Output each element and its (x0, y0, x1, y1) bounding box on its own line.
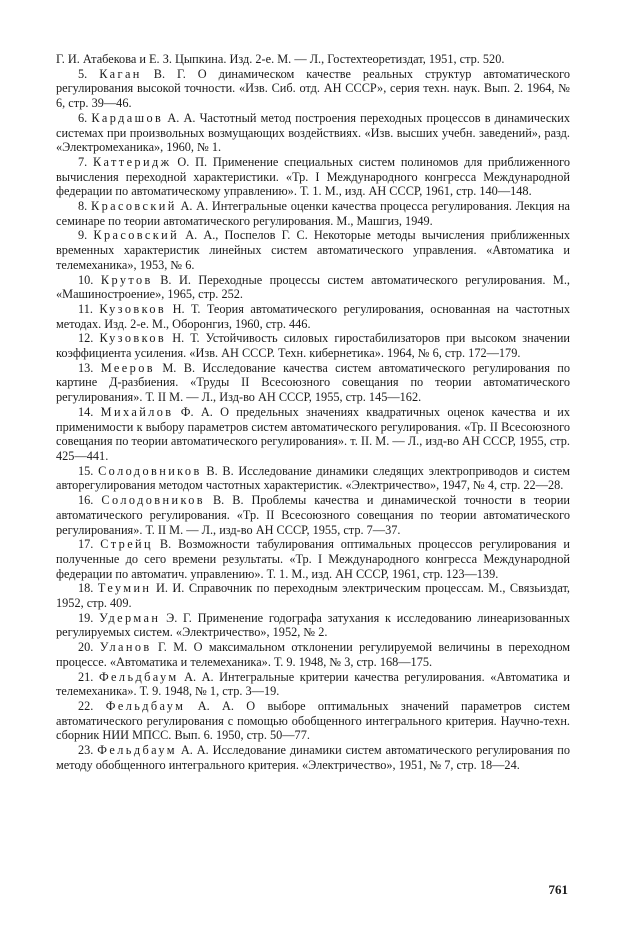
reference-number: 19. (78, 610, 94, 625)
reference-text: А. А. О выборе оптимальных значений параметров систем автоматического регулирования с помощью обобщенного интегрального критерия. Научно-техн. сборник НИИ МПСС. Вып. 6. 1950, стр. 50—77. (56, 698, 571, 743)
reference-text: О. П. Применение специальных систем полиномов для приближенного вычисления переходной характеристики. «Тр. I Международного конгресса Международной федерации по автоматическому управлению». Т. 1. М., изд. АН СССР, 1961, стр. 140—148. (56, 154, 570, 199)
reference-author: Фельдбаум (105, 698, 186, 713)
reference-author: Стрейц (100, 537, 154, 552)
reference-author: Каган (99, 66, 142, 81)
reference-number: 8. (78, 199, 88, 214)
reference-number: 9. (78, 228, 88, 243)
reference-text: И. И. Справочник по переходным электрическим процессам. М., Связьиздат, 1952, стр. 409. (56, 581, 571, 611)
reference-text: А. А. Частотный метод построения переходных процессов в динамических системах при произвольных возмущающих воздействиях. «Изв. высших учебн. заведений», разд. «Электромеханика», 1960, № 1. (56, 110, 571, 155)
reference-author: Солодовников (98, 463, 202, 478)
reference-text: М. В. Исследование качества систем автоматического регулирования по картине Д-разбиения. «Труды II Всесоюзного совещания по теории автоматического регулирования». Т. II М. — Л., Изд-во АН СССР, 1955, стр. 145—162. (56, 360, 571, 405)
reference-item (56, 537, 570, 581)
reference-item (56, 111, 570, 155)
reference-number: 6. (78, 110, 88, 125)
reference-text: Н. Т. Устойчивость силовых гиростабилизаторов при высоком значении коэффициента усиления. «Изв. АН СССР. Техн. кибернетика». 1964, № 6, стр. 172—179. (56, 331, 571, 361)
reference-item (56, 273, 570, 302)
reference-text: Ф. А. О предельных значениях квадратичных оценок качества и их применимости к выбору параметров систем автоматического регулирования. «Тр. II Всесоюзного совещания по теории автоматического регулирования». т. II. М. — Л., изд-во АН СССР, 1955, стр. 425—441. (56, 404, 570, 463)
reference-item (56, 331, 570, 360)
reference-text: А. А. Интегральные оценки качества процесса регулирования. Лекция на семинаре по теории автоматического регулирования. М., Машгиз, 1949. (56, 199, 570, 228)
reference-author: Фельдбаум (97, 743, 177, 758)
reference-item (56, 302, 570, 331)
reference-item (56, 67, 570, 111)
reference-number: 10. (78, 272, 94, 287)
reference-item (56, 464, 570, 493)
reference-item (56, 405, 570, 464)
reference-item (56, 581, 570, 610)
reference-text: Э. Г. Применение годографа затухания к исследованию линеаризованных регулируемых систем. «Электричество», 1952, № 2. (56, 610, 571, 640)
reference-item (56, 228, 570, 272)
reference-number: 21. (78, 669, 94, 684)
reference-author: Красовский (90, 199, 177, 214)
reference-item (56, 493, 570, 537)
reference-item (56, 640, 570, 669)
reference-number: 12. (78, 331, 94, 346)
reference-item (56, 361, 570, 405)
reference-number: 17. (78, 537, 94, 552)
reference-text: Г. И. Атабекова и Е. З. Цыпкина. Изд. 2-е. М. — Л., Гостехтеоретиздат, 1951, стр. 520. (56, 52, 505, 66)
page-number: 761 (548, 882, 568, 897)
reference-text: А. А. Исследование динамики систем автоматического регулирования по методу обобщенного интегрального критерия. «Электричество», 1951, № 7, стр. 18—24. (56, 743, 571, 772)
reference-item (56, 155, 570, 199)
reference-number: 18. (78, 581, 94, 596)
reference-author: Кардашов (91, 110, 164, 125)
reference-item (56, 670, 570, 699)
reference-author: Солодовников (101, 493, 205, 508)
reference-text: В. И. Переходные процессы систем автоматического регулирования. М., «Машиностроение», 1965, стр. 252. (56, 272, 571, 302)
reference-number: 22. (78, 698, 94, 713)
reference-text: А. А., Поспелов Г. С. Некоторые методы вычисления приближенных временных характеристик линейных систем автоматического управления. «Автоматика и телемеханика», 1953, № 6. (56, 228, 570, 272)
reference-item (56, 199, 570, 228)
reference-author: Михайлов (100, 404, 174, 419)
reference-number: 7. (78, 154, 88, 169)
reference-author: Каттеридж (93, 154, 172, 169)
reference-item (56, 699, 570, 743)
reference-author: Фельдбаум (98, 669, 179, 684)
reference-text: В. Г. О динамическом качестве реальных структур автоматического регулирования высокой точности. «Изв. Сиб. отд. АН СССР», серия техн. наук. Вып. 2. 1964, № 6, стр. 39—46. (56, 66, 571, 111)
reference-author: Уланов (99, 640, 152, 655)
reference-author: Мееров (100, 360, 155, 375)
reference-text: Г. М. О максимальном отклонении регулируемой величины в переходном процессе. «Автоматика и телемеханика». Т. 9. 1948, № 3, стр. 168—175. (56, 640, 571, 669)
reference-text: Н. Т. Теория автоматического регулирования, основанная на частотных методах. Изд. 2-е. М., Оборонгиз, 1960, стр. 446. (56, 301, 571, 331)
reference-author: Кузовков (99, 331, 167, 346)
reference-number: 11. (78, 301, 93, 316)
reference-author: Удерман (99, 610, 161, 625)
reference-item (56, 52, 570, 67)
reference-author: Красовский (93, 228, 180, 243)
reference-number: 23. (78, 743, 94, 758)
reference-text: В. Возможности табулирования оптимальных процессов регулирования и полученные до сего времени результаты. «Тр. I Международного конгресса Международной федерации по автоматич. управлению». Т. 1. М., изд. АН СССР, 1961, стр. 123—139. (56, 537, 571, 581)
reference-number: 14. (78, 404, 94, 419)
reference-item (56, 743, 570, 772)
reference-author: Кузовков (99, 301, 167, 316)
reference-number: 16. (78, 493, 94, 508)
reference-text: В. В. Исследование динамики следящих электроприводов и систем авторегулирования методом частотных характеристик. «Электричество», 1947, № 4, стр. 22—28. (56, 463, 570, 493)
reference-list (56, 52, 570, 772)
reference-number: 15. (78, 463, 94, 478)
reference-number: 5. (78, 66, 88, 81)
reference-text: В. В. Проблемы качества и динамической точности в теории автоматического регулирования. «Тр. II Всесоюзного совещания по теории автоматического регулирования». Т. II М. — Л., изд-во АН СССР, 1955, стр. 7—37. (56, 493, 570, 537)
reference-text: А. А. Интегральные критерии качества регулирования. «Автоматика и телемеханика». Т. 9. 1948, № 1, стр. 3—19. (56, 669, 571, 699)
reference-number: 20. (78, 640, 94, 655)
reference-author: Крутов (100, 272, 153, 287)
reference-number: 13. (78, 360, 94, 375)
reference-author: Теумин (97, 581, 152, 596)
reference-item (56, 611, 570, 640)
